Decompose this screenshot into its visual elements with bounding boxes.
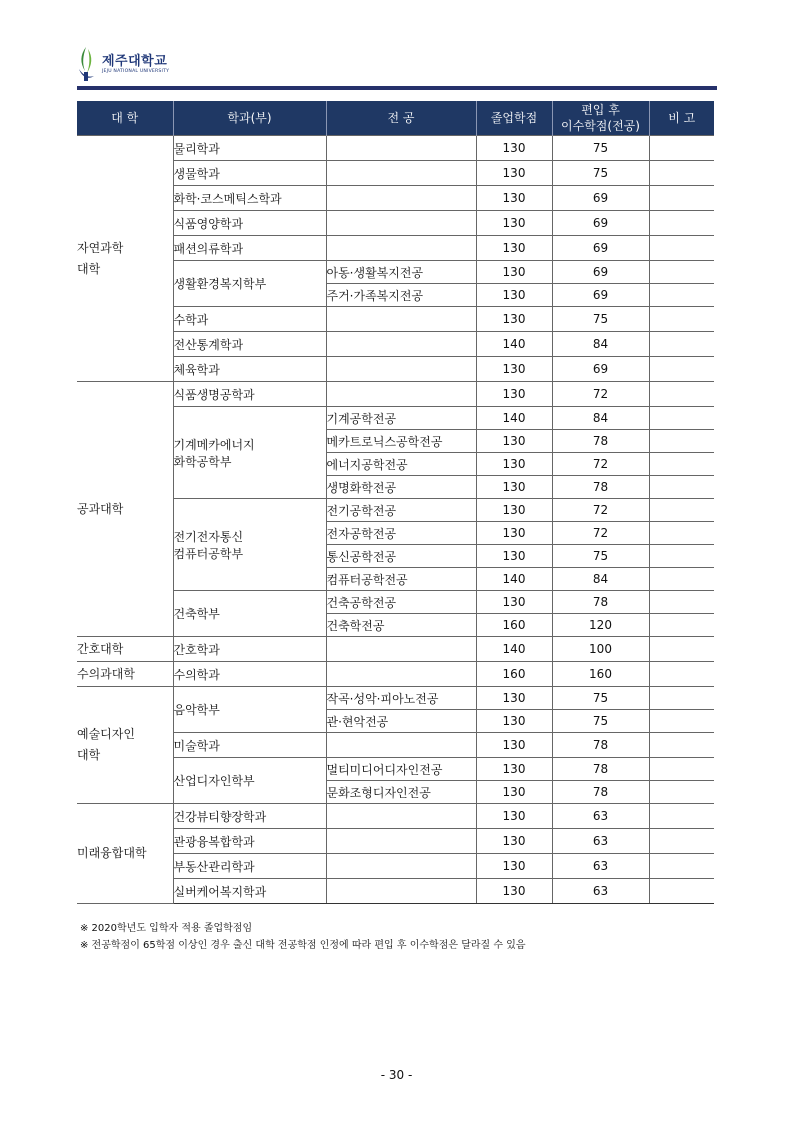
- dept-cell: 부동산관리학과: [173, 854, 326, 879]
- remarks-cell: [649, 430, 714, 453]
- remarks-cell: [649, 829, 714, 854]
- transfer-credits: 78: [552, 591, 649, 614]
- grad-credits: 130: [476, 499, 552, 522]
- transfer-credits: 75: [552, 687, 649, 710]
- dept-cell: 미술학과: [173, 733, 326, 758]
- transfer-credits: 69: [552, 236, 649, 261]
- major-cell: 전기공학전공: [326, 499, 476, 522]
- transfer-credits: 72: [552, 453, 649, 476]
- transfer-credits: 69: [552, 261, 649, 284]
- dept-cell: 산업디자인학부: [173, 758, 326, 804]
- col-transfer-credits: 편입 후 이수학점(전공): [552, 101, 649, 136]
- transfer-credits: 120: [552, 614, 649, 637]
- major-cell: [326, 854, 476, 879]
- dept-cell: 생물학과: [173, 161, 326, 186]
- major-cell: 아동·생활복지전공: [326, 261, 476, 284]
- transfer-credits: 84: [552, 407, 649, 430]
- dept-cell: 실버케어복지학과: [173, 879, 326, 904]
- transfer-credits: 100: [552, 637, 649, 662]
- table-row: [77, 332, 714, 357]
- remarks-cell: [649, 261, 714, 284]
- remarks-cell: [649, 161, 714, 186]
- remarks-cell: [649, 407, 714, 430]
- major-cell: [326, 236, 476, 261]
- dept-cell: 패션의류학과: [173, 236, 326, 261]
- remarks-cell: [649, 591, 714, 614]
- table-row: [77, 261, 714, 284]
- major-cell: 메카트로닉스공학전공: [326, 430, 476, 453]
- grad-credits: 130: [476, 522, 552, 545]
- remarks-cell: [649, 687, 714, 710]
- dept-cell: 수학과: [173, 307, 326, 332]
- remarks-cell: [649, 662, 714, 687]
- grad-credits: 130: [476, 591, 552, 614]
- transfer-credits: 63: [552, 804, 649, 829]
- grad-credits: 130: [476, 854, 552, 879]
- transfer-credits: 75: [552, 307, 649, 332]
- major-cell: 에너지공학전공: [326, 453, 476, 476]
- transfer-credits: 72: [552, 499, 649, 522]
- remarks-cell: [649, 211, 714, 236]
- dept-cell: 화학·코스메틱스학과: [173, 186, 326, 211]
- major-cell: 전자공학전공: [326, 522, 476, 545]
- major-cell: 컴퓨터공학전공: [326, 568, 476, 591]
- grad-credits: 140: [476, 332, 552, 357]
- col-graduation-credits: 졸업학점: [476, 101, 552, 136]
- remarks-cell: [649, 453, 714, 476]
- remarks-cell: [649, 879, 714, 904]
- col-college: 대 학: [77, 101, 173, 136]
- grad-credits: 130: [476, 161, 552, 186]
- major-cell: 주거·가족복지전공: [326, 284, 476, 307]
- footnote: ※ 전공학점이 65학점 이상인 경우 출신 대학 전공학점 인정에 따라 편입 후 이수학점은 달라질 수 있음: [80, 940, 526, 951]
- grad-credits: 130: [476, 211, 552, 236]
- dept-cell: 식품생명공학과: [173, 382, 326, 407]
- table-row: [77, 591, 714, 614]
- grad-credits: 130: [476, 829, 552, 854]
- transfer-credits: 69: [552, 211, 649, 236]
- table-row: [77, 307, 714, 332]
- dept-cell: 음악학부: [173, 687, 326, 733]
- grad-credits: 140: [476, 407, 552, 430]
- table-row: [77, 407, 714, 430]
- major-cell: 건축학전공: [326, 614, 476, 637]
- grad-credits: 130: [476, 284, 552, 307]
- header-rule: [77, 86, 717, 90]
- major-cell: [326, 161, 476, 186]
- dept-cell: 수의학과: [173, 662, 326, 687]
- college-future-convergence: 미래융합대학: [77, 804, 173, 904]
- university-logo: [76, 44, 169, 84]
- major-cell: [326, 829, 476, 854]
- dept-cell: 간호학과: [173, 637, 326, 662]
- college-veterinary: 수의과대학: [77, 662, 173, 687]
- grad-credits: 160: [476, 662, 552, 687]
- college-nursing: 간호대학: [77, 637, 173, 662]
- grad-credits: 130: [476, 382, 552, 407]
- footnote: ※ 2020학년도 입학자 적용 졸업학점임: [80, 923, 253, 934]
- transfer-credits: 63: [552, 854, 649, 879]
- major-cell: [326, 186, 476, 211]
- grad-credits: 130: [476, 261, 552, 284]
- table-row: [77, 637, 714, 662]
- grad-credits: 130: [476, 307, 552, 332]
- grad-credits: 130: [476, 804, 552, 829]
- university-emblem-icon: [76, 45, 96, 83]
- grad-credits: 130: [476, 687, 552, 710]
- dept-cell: 전기전자통신 컴퓨터공학부: [173, 499, 326, 591]
- major-cell: 통신공학전공: [326, 545, 476, 568]
- college-arts: 예술디자인 대학: [77, 687, 173, 804]
- dept-cell: 식품영양학과: [173, 211, 326, 236]
- university-name: 제주대학교: [102, 53, 168, 69]
- remarks-cell: [649, 568, 714, 591]
- dept-cell: 생활환경복지학부: [173, 261, 326, 307]
- transfer-credits: 75: [552, 161, 649, 186]
- grad-credits: 130: [476, 545, 552, 568]
- transfer-credits: 75: [552, 710, 649, 733]
- table-row: [77, 186, 714, 211]
- major-cell: 관·현악전공: [326, 710, 476, 733]
- remarks-cell: [649, 614, 714, 637]
- remarks-cell: [649, 476, 714, 499]
- remarks-cell: [649, 522, 714, 545]
- grad-credits: 130: [476, 879, 552, 904]
- credit-table: [77, 101, 714, 904]
- table-row: [77, 687, 714, 710]
- remarks-cell: [649, 186, 714, 211]
- table-row: [77, 236, 714, 261]
- transfer-credits: 63: [552, 829, 649, 854]
- remarks-cell: [649, 781, 714, 804]
- university-name-en: JEJU NATIONAL UNIVERSITY: [102, 68, 170, 74]
- transfer-credits: 69: [552, 357, 649, 382]
- major-cell: [326, 211, 476, 236]
- remarks-cell: [649, 307, 714, 332]
- major-cell: [326, 307, 476, 332]
- transfer-credits: 84: [552, 332, 649, 357]
- major-cell: [326, 382, 476, 407]
- table-row: [77, 662, 714, 687]
- table-row: [77, 136, 714, 161]
- table-row: [77, 211, 714, 236]
- grad-credits: 130: [476, 136, 552, 161]
- dept-cell: 기계메카에너지 화학공학부: [173, 407, 326, 499]
- table-row: [77, 161, 714, 186]
- major-cell: [326, 879, 476, 904]
- remarks-cell: [649, 499, 714, 522]
- grad-credits: 130: [476, 476, 552, 499]
- major-cell: 생명화학전공: [326, 476, 476, 499]
- major-cell: [326, 804, 476, 829]
- transfer-credits: 75: [552, 136, 649, 161]
- dept-cell: 건축학부: [173, 591, 326, 637]
- transfer-credits: 72: [552, 522, 649, 545]
- col-remarks: 비 고: [649, 101, 714, 136]
- transfer-credits: 63: [552, 879, 649, 904]
- college-engineering: 공과대학: [77, 382, 173, 637]
- grad-credits: 130: [476, 430, 552, 453]
- grad-credits: 130: [476, 357, 552, 382]
- grad-credits: 130: [476, 781, 552, 804]
- table-row: [77, 804, 714, 829]
- transfer-credits: 72: [552, 382, 649, 407]
- remarks-cell: [649, 357, 714, 382]
- grad-credits: 130: [476, 453, 552, 476]
- col-major: 전 공: [326, 101, 476, 136]
- remarks-cell: [649, 545, 714, 568]
- transfer-credits: 160: [552, 662, 649, 687]
- col-department: 학과(부): [173, 101, 326, 136]
- table-row: [77, 499, 714, 522]
- major-cell: [326, 136, 476, 161]
- dept-cell: 건강뷰티향장학과: [173, 804, 326, 829]
- grad-credits: 130: [476, 758, 552, 781]
- remarks-cell: [649, 710, 714, 733]
- major-cell: 문화조형디자인전공: [326, 781, 476, 804]
- table-row: [77, 357, 714, 382]
- transfer-credits: 78: [552, 758, 649, 781]
- major-cell: [326, 357, 476, 382]
- major-cell: [326, 662, 476, 687]
- major-cell: 작곡·성악·피아노전공: [326, 687, 476, 710]
- remarks-cell: [649, 284, 714, 307]
- grad-credits: 130: [476, 733, 552, 758]
- grad-credits: 140: [476, 568, 552, 591]
- remarks-cell: [649, 236, 714, 261]
- college-science: 자연과학 대학: [77, 136, 173, 382]
- dept-cell: 전산통계학과: [173, 332, 326, 357]
- transfer-credits: 75: [552, 545, 649, 568]
- remarks-cell: [649, 854, 714, 879]
- remarks-cell: [649, 758, 714, 781]
- major-cell: [326, 637, 476, 662]
- table-row: [77, 854, 714, 879]
- major-cell: 기계공학전공: [326, 407, 476, 430]
- major-cell: [326, 733, 476, 758]
- table-row: [77, 758, 714, 781]
- remarks-cell: [649, 136, 714, 161]
- transfer-credits: 78: [552, 733, 649, 758]
- grad-credits: 140: [476, 637, 552, 662]
- table-row: [77, 829, 714, 854]
- table-header-row: [77, 101, 714, 136]
- transfer-credits: 84: [552, 568, 649, 591]
- table-row: [77, 382, 714, 407]
- table-row: [77, 879, 714, 904]
- remarks-cell: [649, 733, 714, 758]
- footnotes: [80, 920, 526, 954]
- grad-credits: 130: [476, 236, 552, 261]
- remarks-cell: [649, 637, 714, 662]
- table-row: [77, 733, 714, 758]
- transfer-credits: 69: [552, 284, 649, 307]
- transfer-credits: 78: [552, 781, 649, 804]
- major-cell: 건축공학전공: [326, 591, 476, 614]
- remarks-cell: [649, 804, 714, 829]
- dept-cell: 체육학과: [173, 357, 326, 382]
- remarks-cell: [649, 332, 714, 357]
- remarks-cell: [649, 382, 714, 407]
- grad-credits: 130: [476, 710, 552, 733]
- dept-cell: 물리학과: [173, 136, 326, 161]
- dept-cell: 관광융복합학과: [173, 829, 326, 854]
- transfer-credits: 69: [552, 186, 649, 211]
- transfer-credits: 78: [552, 476, 649, 499]
- grad-credits: 130: [476, 186, 552, 211]
- major-cell: [326, 332, 476, 357]
- major-cell: 멀티미디어디자인전공: [326, 758, 476, 781]
- page-number: - 30 -: [380, 1068, 413, 1082]
- grad-credits: 160: [476, 614, 552, 637]
- transfer-credits: 78: [552, 430, 649, 453]
